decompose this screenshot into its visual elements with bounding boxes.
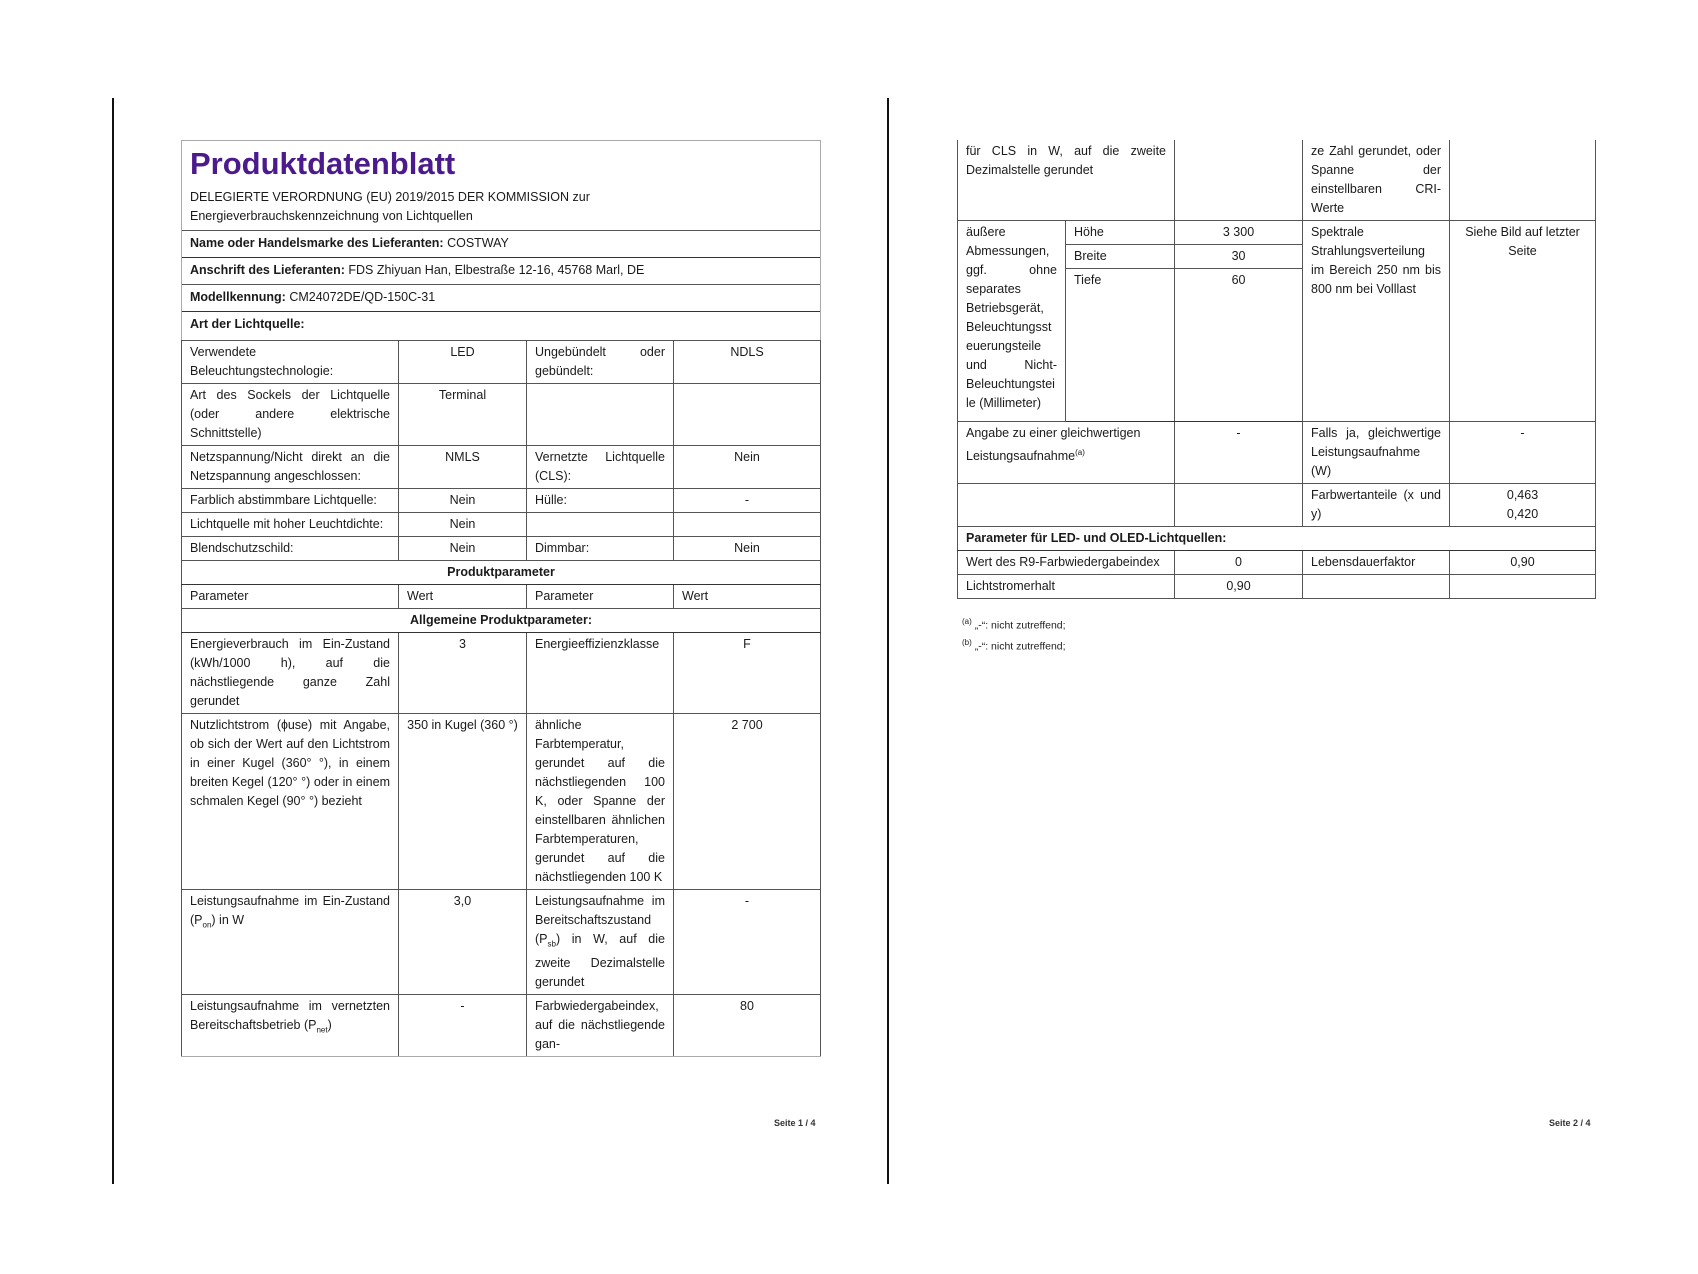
table-row bbox=[958, 140, 1596, 221]
table-row bbox=[958, 221, 1596, 245]
envelope-label: Hülle: bbox=[527, 489, 674, 513]
standby-power-label: Leistungsaufnahme im Bereitschaftszustand $(P_{sb})$ in W, auf die zweite Dezimalstelle gerundet bbox=[527, 890, 674, 995]
footnote-a: $^{(a)}$ „-“: nicht zutreffend; bbox=[962, 617, 1066, 632]
equivalent-power-label: Angabe zu einer gleichwertigen Leistungsaufnahme$^{(a)}$ bbox=[958, 422, 1175, 484]
dimmable-value: Nein bbox=[674, 537, 821, 561]
page-number: Seite 2 / 4 bbox=[1549, 1118, 1591, 1128]
networked-standby-value: - bbox=[399, 994, 527, 1056]
luminous-flux-label: Nutzlichtstrom (ɸuse) mit Angabe, ob sich der Wert auf den Lichtstrom in einer Kugel (360° °), in einem breiten Kegel (120° °) oder in einem schmalen Kegel (90° °) bezieht bbox=[182, 714, 399, 890]
table-row bbox=[182, 384, 821, 446]
anti-glare-label: Blendschutzschild: bbox=[182, 537, 399, 561]
regulation-text: DELEGIERTE VERORDNUNG (EU) 2019/2015 DER KOMMISSION zur Energieverbrauchskennzeichnung von Lichtquellen bbox=[190, 190, 590, 223]
led-params-heading: Parameter für LED- und OLED-Lichtquellen: bbox=[958, 527, 1596, 551]
energy-class-value: F bbox=[674, 633, 821, 714]
supplier-name-value: COSTWAY bbox=[447, 236, 509, 250]
energy-consumption-value: 3 bbox=[399, 633, 527, 714]
anti-glare-value: Nein bbox=[399, 537, 527, 561]
table-row bbox=[182, 609, 821, 633]
on-mode-power-label: Leistungsaufnahme im Ein-Zustand $(P_{on})$ in W bbox=[182, 890, 399, 995]
luminous-flux-value: 350 in Kugel (360 °) bbox=[399, 714, 527, 890]
product-params-heading: Produktparameter bbox=[182, 561, 821, 585]
dimensions-label: äußere Abmessungen, ggf. ohne separates Betriebsgerät, Beleuchtungssteuerungsteile und Nicht-Beleuchtungsteile (Millimeter) bbox=[958, 221, 1066, 422]
tunable-label: Farblich abstimmbare Lichtquelle: bbox=[182, 489, 399, 513]
spectral-distribution-value: Siehe Bild auf letzter Seite bbox=[1450, 221, 1596, 422]
lighting-technology-label: Verwendete Beleuchtungstechnologie: bbox=[182, 341, 399, 384]
directional-value: NDLS bbox=[674, 341, 821, 384]
lumen-maintenance-value: 0,90 bbox=[1175, 575, 1303, 599]
table-row bbox=[182, 446, 821, 489]
directional-label: Ungebündelt oder gebündelt: bbox=[527, 341, 674, 384]
dim-depth-value: 60 bbox=[1175, 269, 1303, 422]
dimmable-label: Dimmbar: bbox=[527, 537, 674, 561]
r9-label: Wert des R9-Farbwiedergabeindex bbox=[958, 551, 1175, 575]
product-params-table-continued bbox=[957, 140, 1596, 599]
r9-value: 0 bbox=[1175, 551, 1303, 575]
table-row bbox=[182, 890, 821, 995]
survival-factor-value: 0,90 bbox=[1450, 551, 1596, 575]
model-label: Modellkennung: bbox=[190, 290, 286, 304]
table-row bbox=[182, 537, 821, 561]
col-header-value: Wert bbox=[399, 585, 527, 609]
cap-type-value: Terminal bbox=[399, 384, 527, 446]
dim-width-label: Breite bbox=[1066, 245, 1175, 269]
equivalent-power-w-value: - bbox=[1450, 422, 1596, 484]
table-row bbox=[182, 633, 821, 714]
energy-class-label: Energieeffizienzklasse bbox=[527, 633, 674, 714]
table-row bbox=[182, 341, 821, 384]
supplier-name-row bbox=[182, 230, 820, 257]
table-row bbox=[958, 422, 1596, 484]
col-header-parameter: Parameter bbox=[527, 585, 674, 609]
color-temperature-label: ähnliche Farbtemperatur, gerundet auf die nächstliegenden 100 K, oder Spanne der einstellbaren ähnlichen Farbtemperaturen, gerundet auf die nächstliegenden 100 K bbox=[527, 714, 674, 890]
dim-width-value: 30 bbox=[1175, 245, 1303, 269]
table-row bbox=[958, 551, 1596, 575]
energy-consumption-label: Energieverbrauch im Ein-Zustand (kWh/1000 h), auf die nächstliegende ganze Zahl gerundet bbox=[182, 633, 399, 714]
tunable-value: Nein bbox=[399, 489, 527, 513]
supplier-name-label: Name oder Handelsmarke des Lieferanten: bbox=[190, 236, 444, 250]
light-source-type-heading: Art der Lichtquelle: bbox=[182, 311, 820, 340]
page2-document bbox=[957, 140, 1595, 599]
cri-label-continued: ze Zahl gerundet, oder Spanne der einstellbaren CRI-Werte bbox=[1303, 140, 1450, 221]
table-header-row bbox=[182, 585, 821, 609]
high-luminance-label: Lichtquelle mit hoher Leuchtdichte: bbox=[182, 513, 399, 537]
footnote-b: $^{(b)}$ „-“: nicht zutreffend; bbox=[962, 638, 1066, 653]
networked-standby-label: Leistungsaufnahme im vernetzten Bereitschaftsbetrieb $(P_{net})$ bbox=[182, 994, 399, 1056]
table-row bbox=[958, 527, 1596, 551]
cls-value: Nein bbox=[674, 446, 821, 489]
dim-depth-label: Tiefe bbox=[1066, 269, 1175, 422]
page-number: Seite 1 / 4 bbox=[774, 1118, 816, 1128]
page1-document bbox=[181, 140, 821, 1057]
mains-value: NMLS bbox=[399, 446, 527, 489]
table-row bbox=[182, 561, 821, 585]
supplier-address-row bbox=[182, 257, 820, 284]
equivalent-power-value: - bbox=[1175, 422, 1303, 484]
on-mode-power-value: 3,0 bbox=[399, 890, 527, 995]
equivalent-power-w-label: Falls ja, gleichwertige Leistungsaufnahme (W) bbox=[1303, 422, 1450, 484]
survival-factor-label: Lebensdauerfaktor bbox=[1303, 551, 1450, 575]
lumen-maintenance-label: Lichtstromerhalt bbox=[958, 575, 1175, 599]
high-luminance-value: Nein bbox=[399, 513, 527, 537]
table-row bbox=[958, 484, 1596, 527]
cls-label: Vernetzte Lichtquelle (CLS): bbox=[527, 446, 674, 489]
cls-standby-label: für CLS in W, auf die zweite Dezimalstelle gerundet bbox=[958, 140, 1175, 221]
table-row bbox=[182, 714, 821, 890]
model-value: CM24072DE/QD-150C-31 bbox=[289, 290, 436, 304]
address-label: Anschrift des Lieferanten: bbox=[190, 263, 345, 277]
dim-height-value: 3 300 bbox=[1175, 221, 1303, 245]
cri-label: Farbwiedergabeindex, auf die nächstliegende gan- bbox=[527, 994, 674, 1056]
color-temperature-value: 2 700 bbox=[674, 714, 821, 890]
cap-type-label: Art des Sockels der Lichtquelle (oder andere elektrische Schnittstelle) bbox=[182, 384, 399, 446]
table-row bbox=[958, 575, 1596, 599]
chromaticity-label: Farbwertanteile (x und y) bbox=[1303, 484, 1450, 527]
general-params-heading: Allgemeine Produktparameter: bbox=[182, 609, 821, 633]
dim-height-label: Höhe bbox=[1066, 221, 1175, 245]
standby-power-value: - bbox=[674, 890, 821, 995]
address-value: FDS Zhiyuan Han, Elbestraße 12-16, 45768 Marl, DE bbox=[348, 263, 645, 277]
model-row bbox=[182, 284, 820, 311]
page-title: Produktdatenblatt bbox=[190, 146, 456, 181]
page-edge-left bbox=[112, 98, 114, 1184]
envelope-value: - bbox=[674, 489, 821, 513]
mains-label: Netzspannung/Nicht direkt an die Netzspannung angeschlossen: bbox=[182, 446, 399, 489]
chromaticity-value: 0,463 0,420 bbox=[1450, 484, 1596, 527]
light-source-type-table bbox=[181, 340, 821, 1056]
col-header-value: Wert bbox=[674, 585, 821, 609]
spectral-distribution-label: Spektrale Strahlungsverteilung im Bereich 250 nm bis 800 nm bei Volllast bbox=[1303, 221, 1450, 422]
lighting-technology-value: LED bbox=[399, 341, 527, 384]
col-header-parameter: Parameter bbox=[182, 585, 399, 609]
table-row bbox=[182, 994, 821, 1056]
cri-value: 80 bbox=[674, 994, 821, 1056]
table-row bbox=[182, 489, 821, 513]
page-divider bbox=[887, 98, 889, 1184]
table-row bbox=[182, 513, 821, 537]
